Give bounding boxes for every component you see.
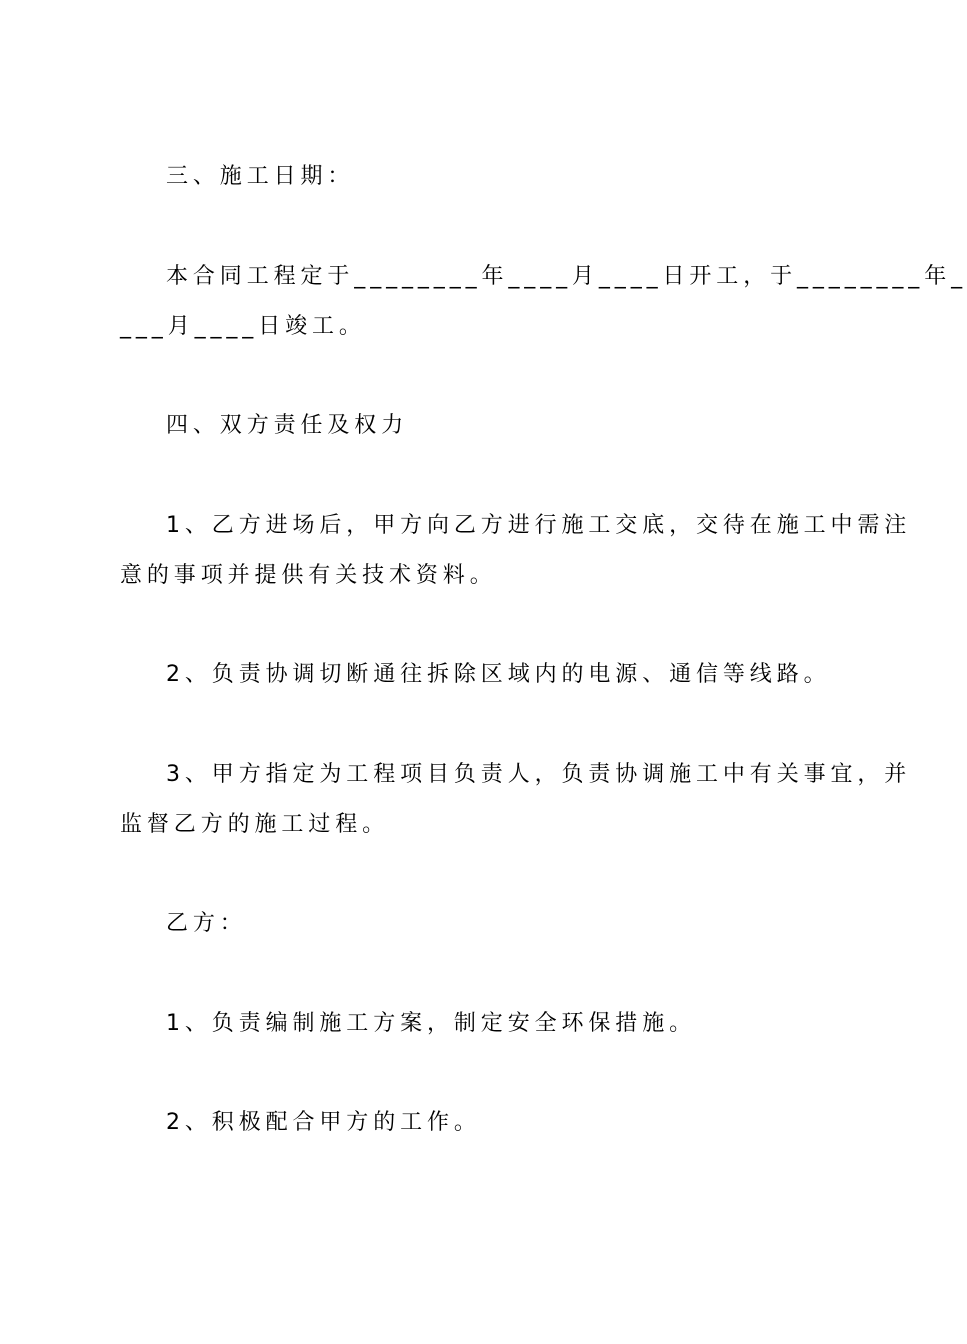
paragraph-line: 监督乙方的施工过程。 xyxy=(120,812,390,837)
section-heading-responsibilities: 四、双方责任及权力 xyxy=(166,413,409,438)
section-heading-construction-dates: 三、施工日期： xyxy=(166,164,355,189)
paragraph-line: ___月____日竣工。 xyxy=(120,314,366,339)
paragraph-line: 本合同工程定于________年____月____日开工，于________年_ xyxy=(166,264,967,289)
paragraph-line: 3、甲方指定为工程项目负责人，负责协调施工中有关事宜，并 xyxy=(166,762,912,787)
paragraph-line: 意的事项并提供有关技术资料。 xyxy=(120,563,497,588)
party-b-heading: 乙方： xyxy=(166,911,247,936)
paragraph-line: 2、积极配合甲方的工作。 xyxy=(166,1110,481,1135)
paragraph-line: 2、负责协调切断通往拆除区域内的电源、通信等线路。 xyxy=(166,662,831,687)
paragraph-line: 1、负责编制施工方案，制定安全环保措施。 xyxy=(166,1011,696,1036)
paragraph-line: 1、乙方进场后，甲方向乙方进行施工交底，交待在施工中需注 xyxy=(166,513,912,538)
